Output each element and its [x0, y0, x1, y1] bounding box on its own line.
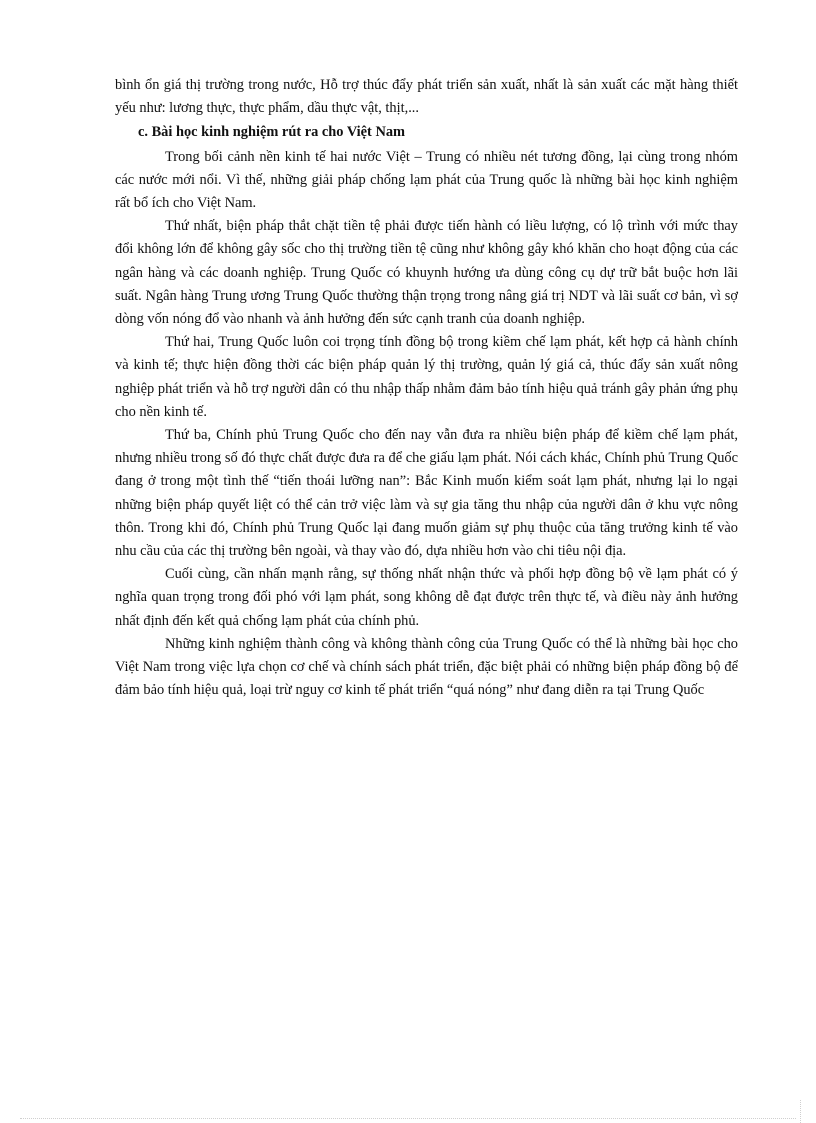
paragraph-second: Thứ hai, Trung Quốc luôn coi trọng tính đồng bộ trong kiềm chế lạm phát, kết hợp cả hành chính và kinh tế; thực hiện đồng thời các biện pháp quản lý thị trường, quản lý giá cả, thúc đẩy sản xuất nông nghiệp phát triển và hỗ trợ người dân có thu nhập thấp nhằm đảm bảo tính hiệu quả tránh gây phản ứng phụ cho nền kinh tế. [115, 334, 738, 420]
intro-paragraph: bình ổn giá thị trường trong nước, Hỗ trợ thúc đẩy phát triển sản xuất, nhất là sản xuất các mặt hàng thiết yếu như: lương thực, thực phẩm, dầu thực vật, thịt,... [115, 77, 738, 117]
page-bottom-divider [20, 1118, 796, 1119]
paragraph-context: Trong bối cảnh nền kinh tế hai nước Việt – Trung có nhiều nét tương đồng, lại cùng trong nhóm các nước mới nổi. Vì thế, những giải pháp chống lạm phát của Trung quốc là những bài học kinh nghiệm rất bổ ích cho Việt Nam. [115, 148, 738, 212]
paragraph-third: Thứ ba, Chính phủ Trung Quốc cho đến nay vẫn đưa ra nhiều biện pháp để kiềm chế lạm phát, nhưng nhiều trong số đó thực chất được đưa ra để che giấu lạm phát. Nói cách khác, Chính phủ Trung Quốc đang ở trong một tình thế “tiến thoái lưỡng nan”: Bắc Kinh muốn kiểm soát lạm phát, nhưng lại lo ngại những biện pháp quyết liệt có thể cản trở việc làm và sự gia tăng thu nhập của người dân ở khu vực nông thôn. Trong khi đó, Chính phủ Trung Quốc lại đang muốn giảm sự phụ thuộc của tăng trưởng kinh tế vào nhu cầu của các thị trường bên ngoài, và thay vào đó, dựa nhiều hơn vào chi tiêu nội địa. [115, 427, 738, 560]
paragraph-first: Thứ nhất, biện pháp thắt chặt tiền tệ phải được tiến hành có liều lượng, có lộ trình với mức thay đổi không lớn để không gây sốc cho thị trường tiền tệ cũng như không gây khó khăn cho hoạt động của các ngân hàng và các doanh nghiệp. Trung Quốc có khuynh hướng ưa dùng công cụ dự trữ bắt buộc hơn lãi suất. Ngân hàng Trung ương Trung Quốc thường thận trọng trong nâng giá trị NDT và lãi suất cơ bản, vì sợ dòng vốn nóng đổ vào nhanh và ảnh hưởng đến sức cạnh tranh của doanh nghiệp. [115, 218, 738, 328]
paragraph-finally: Cuối cùng, cần nhấn mạnh rằng, sự thống nhất nhận thức và phối hợp đồng bộ về lạm phát có ý nghĩa quan trọng trong đối phó với lạm phát, song không dễ đạt được trên thực tế, và điều này ảnh hưởng nhất định đến kết quả chống lạm phát của chính phủ. [115, 566, 738, 629]
page-corner-mark [800, 1100, 802, 1123]
section-heading: c. Bài học kinh nghiệm rút ra cho Việt Nam [138, 124, 406, 141]
paragraph-conclusion: Những kinh nghiệm thành công và không thành công của Trung Quốc có thể là những bài học cho Việt Nam trong việc lựa chọn cơ chế và chính sách phát triển, đặc biệt phải có những biện pháp đồng bộ để đảm bảo tính hiệu quả, loại trừ nguy cơ kinh tế phát triển “quá nóng” như đang diễn ra tại Trung Quốc [115, 635, 738, 699]
document-page [115, 74, 738, 702]
